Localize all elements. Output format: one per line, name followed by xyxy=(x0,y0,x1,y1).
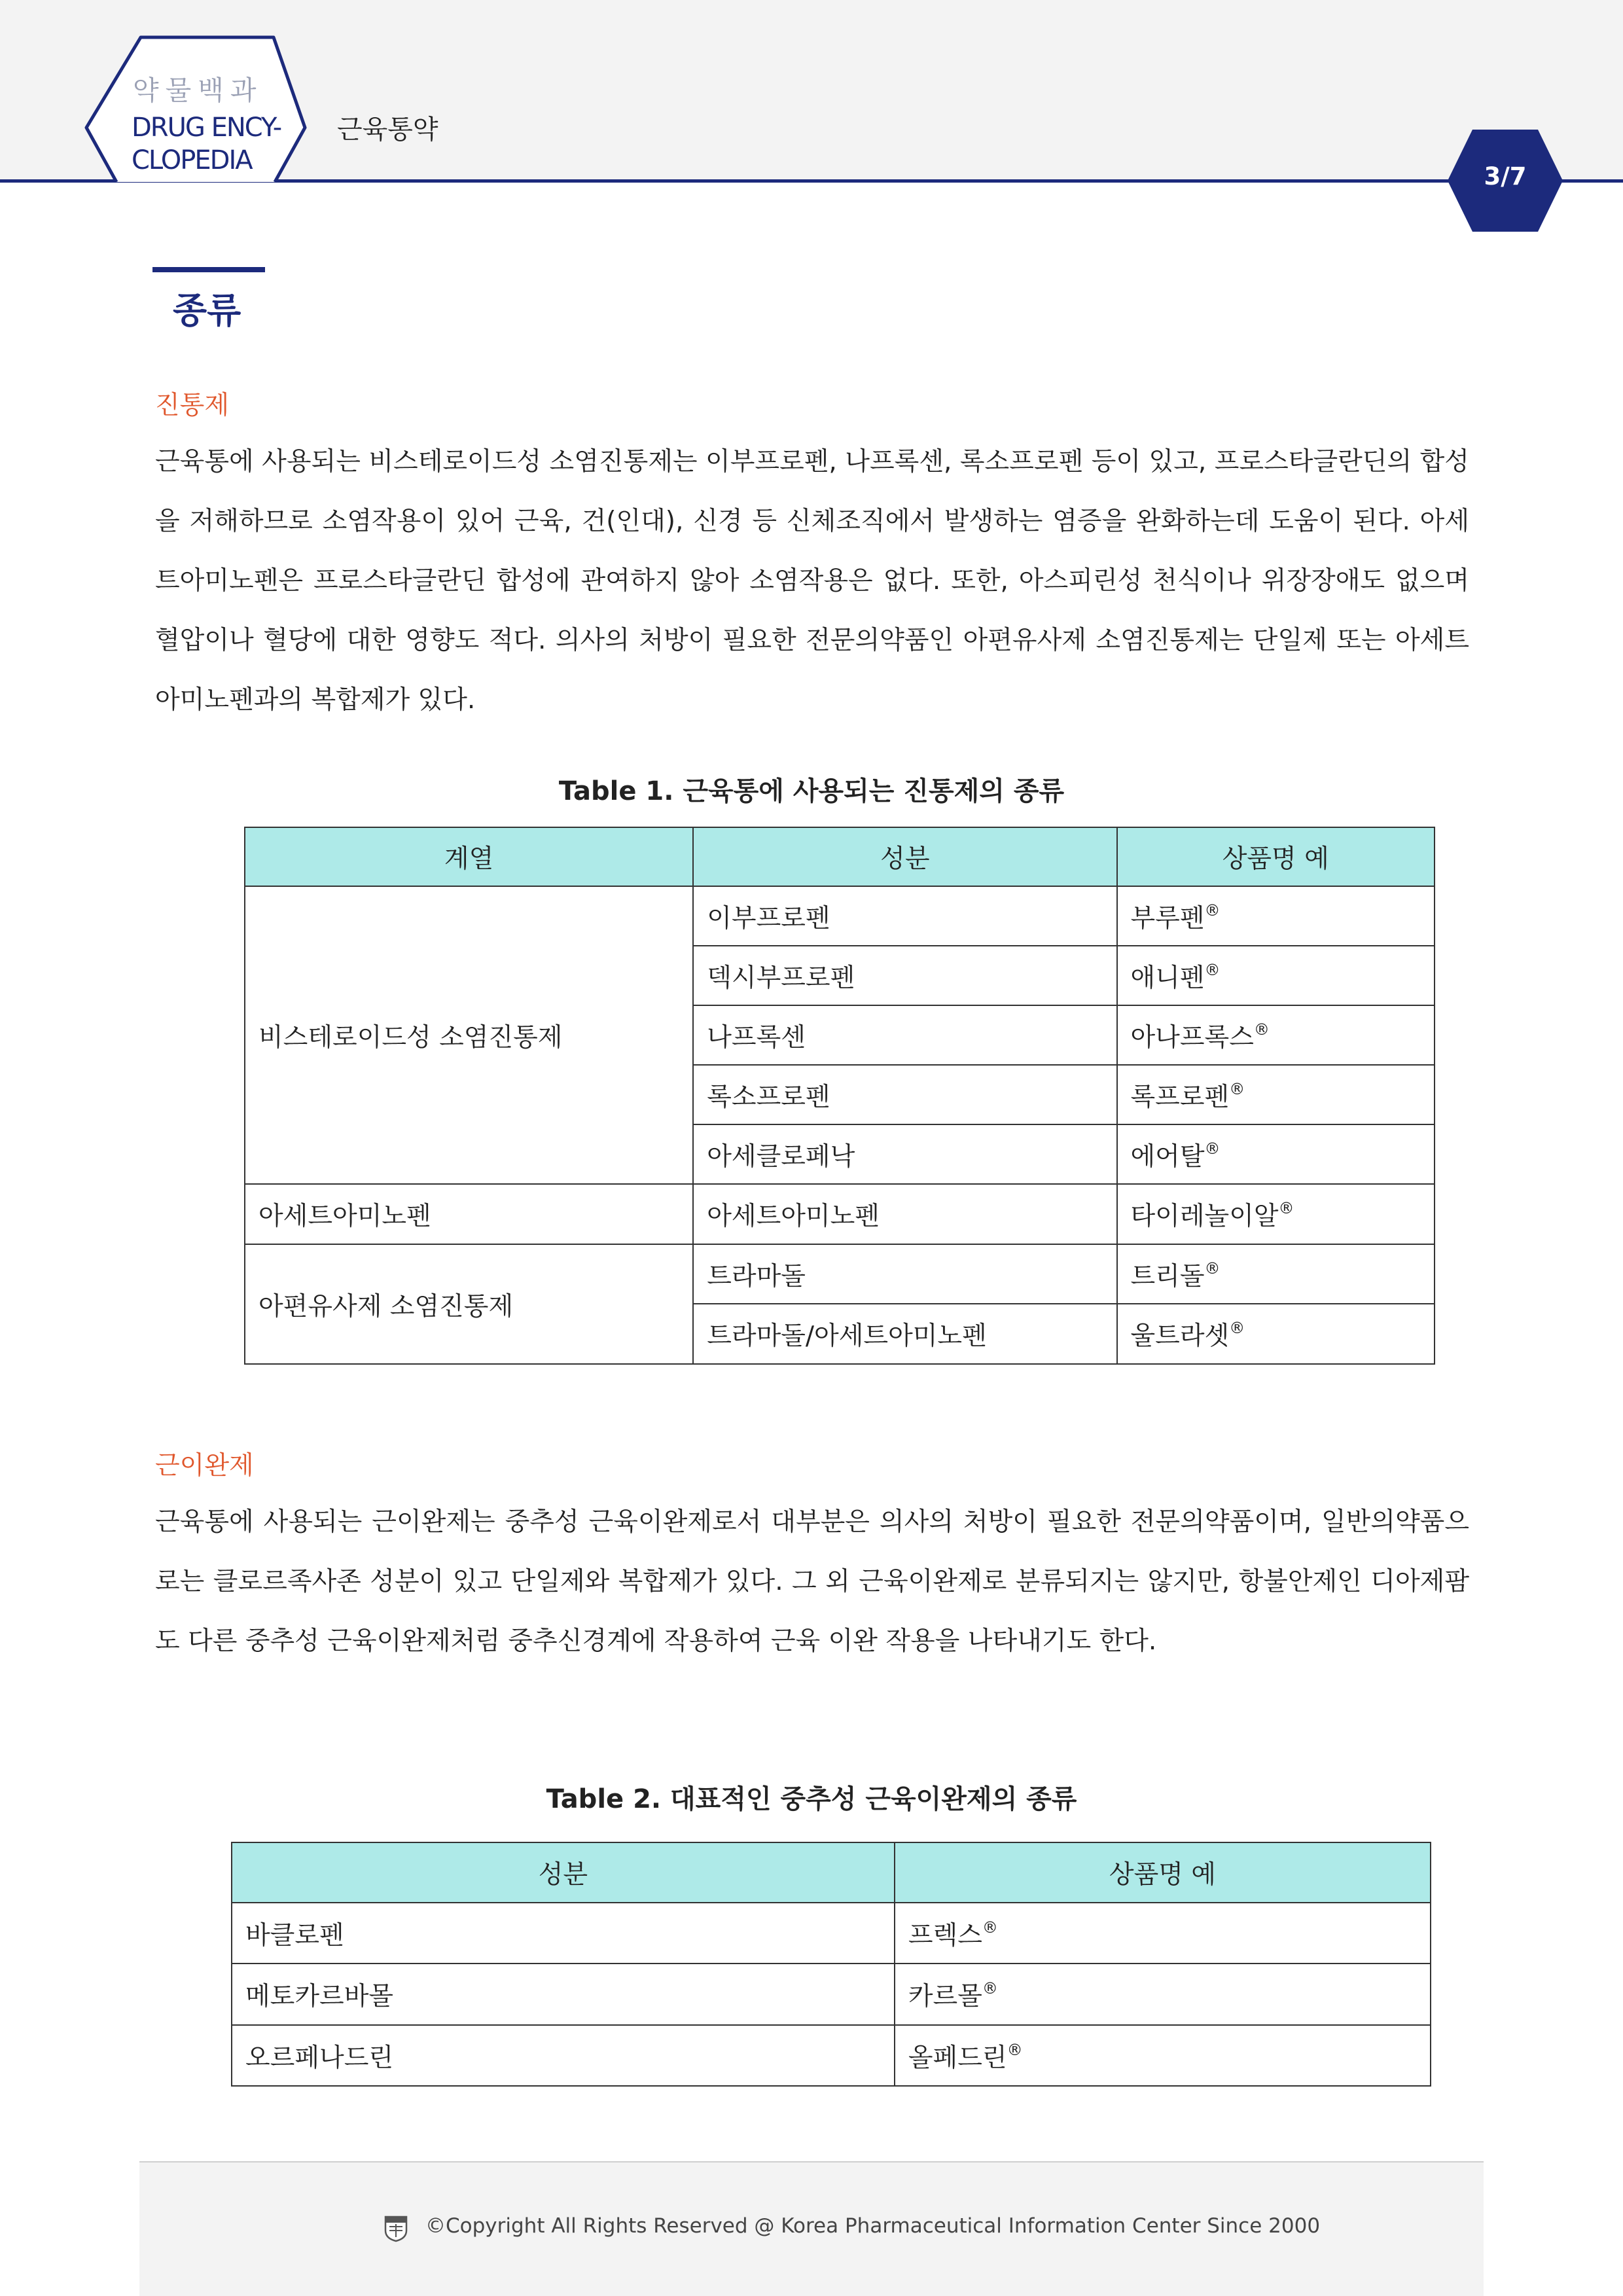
logo-subtitle: DRUG ENCY- CLOPEDIA xyxy=(132,113,281,175)
page-number: 3/7 xyxy=(1484,162,1527,190)
table-row xyxy=(245,886,1435,946)
ingredient-cell: 트라마돌/아세트아미노펜 xyxy=(693,1304,1116,1364)
table2-caption: Table 2. 대표적인 중추성 근육이완제의 종류 xyxy=(546,1784,1077,1814)
ingredient-cell: 바클로펜 xyxy=(232,1903,895,1964)
brand-cell: 트리돌® xyxy=(1117,1244,1435,1304)
brand-cell: 울트라셋® xyxy=(1117,1304,1435,1364)
kpic-emblem-icon xyxy=(383,2215,408,2242)
brand-cell: 부루펜® xyxy=(1117,886,1435,946)
table-row xyxy=(245,1184,1435,1244)
table1-header-row xyxy=(245,827,1435,886)
table1-group-cell: 아세트아미노펜 xyxy=(245,1184,693,1244)
section-title: 종류 xyxy=(173,290,241,331)
logo-title: 약물백과 xyxy=(133,75,263,106)
table1-group-cell: 비스테로이드성 소염진통제 xyxy=(245,886,693,1184)
subheading-analgesics: 진통제 xyxy=(155,391,230,420)
table1-header-cell: 성분 xyxy=(693,827,1116,886)
brand-cell: 록프로펜® xyxy=(1117,1065,1435,1124)
paragraph-analgesics: 근육통에 사용되는 비스테로이드성 소염진통제는 이부프로펜, 나프록센, 록소프로펜 등이 있고, 프로스타글란딘의 합성을 저해하므로 소염작용이 있어 근육, 건(인대), 신경 등 신체조직에서 발생하는 염증을 완화하는데 도움이 된다. 아세트아미노펜은 프로스타글란딘 합성에 관여하지 않아 소염작용은 없다. 또한, 아스피린성 천식이나 위장장애도 없으며 혈압이나 혈당에 대한 영향도 적다. 의사의 처방이 필요한 전문의약품인 아편유사제 소염진통제는 단일제 또는 아세트아미노펜과의 복합제가 있다. xyxy=(155,447,1469,715)
section-title-bar xyxy=(152,267,265,272)
table1-group-cell: 아편유사제 소염진통제 xyxy=(245,1244,693,1364)
brand-cell: 애니펜® xyxy=(1117,946,1435,1005)
table-row xyxy=(232,1903,1431,1964)
brand-cell: 올페드린® xyxy=(895,2025,1431,2086)
paragraph-relaxants: 근육통에 사용되는 근이완제는 중추성 근육이완제로서 대부분은 의사의 처방이 필요한 전문의약품이며, 일반의약품으로는 클로르족사존 성분이 있고 단일제와 복합제가 있다. 그 외 근육이완제로 분류되지는 않지만, 항불안제인 디아제팜도 다른 중추성 근육이완제처럼 중추신경계에 작용하여 근육 이완 작용을 나타내기도 한다. xyxy=(155,1507,1469,1656)
table1-caption: Table 1. 근육통에 사용되는 진통제의 종류 xyxy=(558,776,1065,806)
table-row xyxy=(232,2025,1431,2086)
subheading-relaxants: 근이완제 xyxy=(155,1451,254,1480)
footer-divider xyxy=(139,2161,1484,2162)
table2-header-cell: 상품명 예 xyxy=(895,1842,1431,1903)
table-row xyxy=(232,1964,1431,2025)
brand-cell: 타이레놀이알® xyxy=(1117,1184,1435,1244)
table1 xyxy=(244,827,1435,1365)
table1-header-cell: 계열 xyxy=(245,827,693,886)
table2 xyxy=(231,1842,1431,2087)
table-row xyxy=(245,1244,1435,1304)
ingredient-cell: 오르페나드린 xyxy=(232,2025,895,2086)
ingredient-cell: 이부프로펜 xyxy=(693,886,1116,946)
table2-header-cell: 성분 xyxy=(232,1842,895,1903)
ingredient-cell: 트라마돌 xyxy=(693,1244,1116,1304)
copyright-text: ©Copyright All Rights Reserved @ Korea Pharmaceutical Information Center Since 2000 xyxy=(425,2214,1321,2238)
ingredient-cell: 나프록센 xyxy=(693,1005,1116,1065)
table2-header-row xyxy=(232,1842,1431,1903)
ingredient-cell: 아세트아미노펜 xyxy=(693,1184,1116,1244)
ingredient-cell: 메토카르바몰 xyxy=(232,1964,895,2025)
ingredient-cell: 록소프로펜 xyxy=(693,1065,1116,1124)
brand-cell: 아나프록스® xyxy=(1117,1005,1435,1065)
ingredient-cell: 아세클로페낙 xyxy=(693,1124,1116,1184)
brand-cell: 카르몰® xyxy=(895,1964,1431,2025)
category-label: 근육통약 xyxy=(337,115,438,145)
table1-header-cell: 상품명 예 xyxy=(1117,827,1435,886)
ingredient-cell: 덱시부프로펜 xyxy=(693,946,1116,1005)
brand-cell: 에어탈® xyxy=(1117,1124,1435,1184)
brand-cell: 프렉스® xyxy=(895,1903,1431,1964)
